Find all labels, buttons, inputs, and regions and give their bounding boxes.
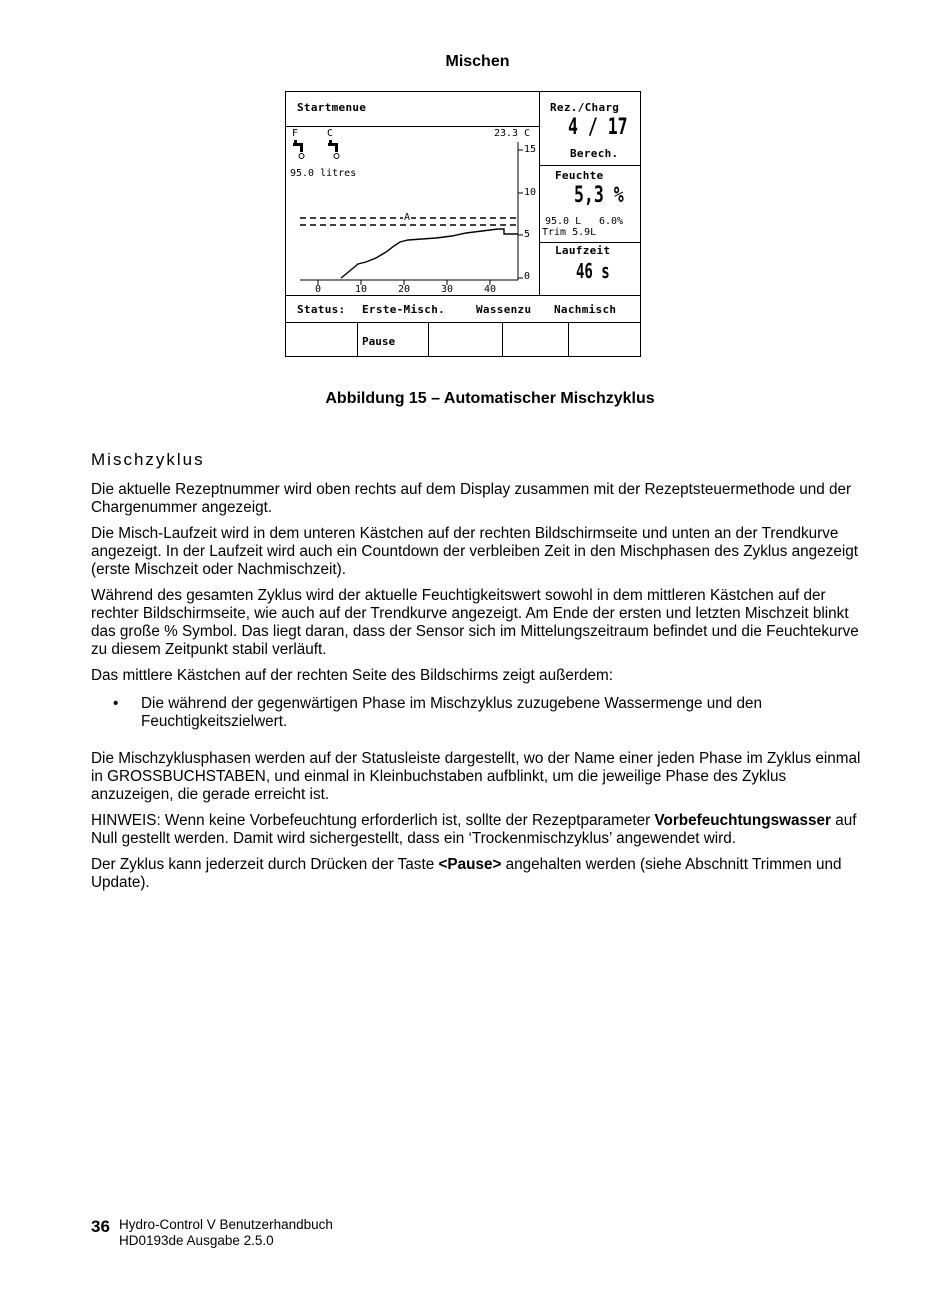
pause-softkey[interactable]: Pause	[362, 335, 396, 348]
x-tick-label: 10	[355, 284, 368, 295]
target-moisture: 6.0%	[599, 216, 624, 227]
subheading: Mischzyklus	[91, 450, 205, 469]
status-label: Status:	[297, 303, 346, 316]
bullet-item	[91, 695, 866, 731]
figure-caption: Abbildung 15 – Automatischer Mischzyklus	[325, 390, 655, 407]
note-text: HINWEIS: Wenn keine Vorbefeuchtung erforderlich ist, sollte der Rezeptparameter	[91, 812, 655, 829]
footer-text	[119, 1217, 333, 1249]
paragraph-text: Der Zyklus kann jederzeit durch Drücken der Taste	[91, 856, 439, 873]
paragraph-text: angehalten werden (siehe Abschnitt Trimmen und Update).	[91, 856, 842, 891]
page-number: 36	[91, 1217, 110, 1236]
paragraph: Während des gesamten Zyklus wird der aktuelle Feuchtigkeitswert sowohl in dem mittleren Kästchen auf der rechter Bildschirmseite, wie auch auf der Trendkurve angezeigt. Am Ende der ersten und letzten Mischzeit blinkt das große % Symbol. Das liegt daran, dass der Sensor sich im Mittelungszeitraum befindet und die Feuchtekurve zu diesem Zeitpunkt stabil verläuft.	[91, 587, 859, 658]
water-amount: 95.0 L	[545, 216, 582, 227]
paragraph: Das mittlere Kästchen auf der rechten Seite des Bildschirms zeigt außerdem:	[91, 667, 614, 684]
pause-key-term: <Pause>	[438, 856, 502, 873]
status-phase: Nachmisch	[554, 303, 617, 316]
status-phase: Wassenzu	[476, 303, 532, 316]
y-tick-label: 5	[524, 229, 531, 240]
faucet-c-label: C	[327, 128, 334, 139]
y-tick-label: 15	[524, 144, 537, 155]
paragraph: Die Misch-Laufzeit wird in dem unteren Kästchen auf der rechten Bildschirmseite und unten an der Trendkurve angezeigt. In der Laufzeit wird auch ein Countdown der verbleiben Zeit in den Mischphasen des Zyklus angezeigt (erste Mischzeit oder Nachmischzeit).	[91, 525, 859, 578]
note-text: auf Null gestellt werden. Damit wird sichergestellt, dass ein ‘Trockenmischzyklus’ angewendet wird.	[91, 812, 857, 847]
note-bold-term: Vorbefeuchtungswasser	[654, 812, 831, 829]
menu-title: Startmenue	[297, 101, 367, 114]
y-tick-label: 10	[524, 187, 537, 198]
x-tick-label: 0	[315, 284, 322, 295]
moisture-label: Feuchte	[555, 169, 604, 182]
paragraph	[91, 856, 866, 892]
paragraph: Die Mischzyklusphasen werden auf der Statusleiste dargestellt, wo der Name einer jeden Phase im Zyklus einmal in GROSSBUCHSTABEN, und einmal in Kleinbuchstaben aufblinkt, um die jeweilige Phase des Zyklus anzuzeigen, die gerade erreicht ist.	[91, 750, 861, 803]
trend-chart	[286, 92, 640, 356]
runtime-value: 46 s	[576, 259, 610, 283]
bullet-text: Die während der gegenwärtigen Phase im Mischzyklus zuzugebene Wassermenge und den Feuchtigkeitszielwert.	[141, 695, 763, 730]
water-volume: 95.0 litres	[290, 168, 357, 179]
section-title: Mischen	[445, 53, 510, 70]
recipe-batch-value: 4 / 17	[568, 115, 628, 140]
bullet-dot-icon: •	[113, 695, 119, 712]
paragraph: Die aktuelle Rezeptnummer wird oben rechts auf dem Display zusammen mit der Rezeptsteuermethode und der Chargenummer angezeigt.	[91, 481, 852, 516]
moisture-value: 5,3 %	[574, 183, 624, 208]
note-paragraph	[91, 812, 866, 848]
status-phase: Erste-Misch.	[362, 303, 446, 316]
body-text	[91, 481, 866, 900]
runtime-label: Laufzeit	[555, 244, 611, 257]
x-tick-label: 20	[398, 284, 411, 295]
footer-edition: HD0193de Ausgabe 2.5.0	[119, 1233, 274, 1248]
control-method: Berech.	[570, 147, 619, 160]
faucet-f-icon	[293, 140, 304, 159]
mixer-display	[285, 91, 641, 357]
x-tick-label: 30	[441, 284, 454, 295]
temperature-readout: 23.3 C	[494, 128, 531, 139]
x-tick-label: 40	[484, 284, 497, 295]
footer-title: Hydro-Control V Benutzerhandbuch	[119, 1217, 333, 1232]
trim-value: Trim 5.9L	[542, 227, 597, 238]
target-marker: A	[404, 212, 411, 223]
recipe-batch-label: Rez./Charg	[550, 101, 620, 114]
y-tick-label: 0	[524, 271, 531, 282]
faucet-f-label: F	[292, 128, 299, 139]
faucet-c-icon	[328, 140, 339, 159]
